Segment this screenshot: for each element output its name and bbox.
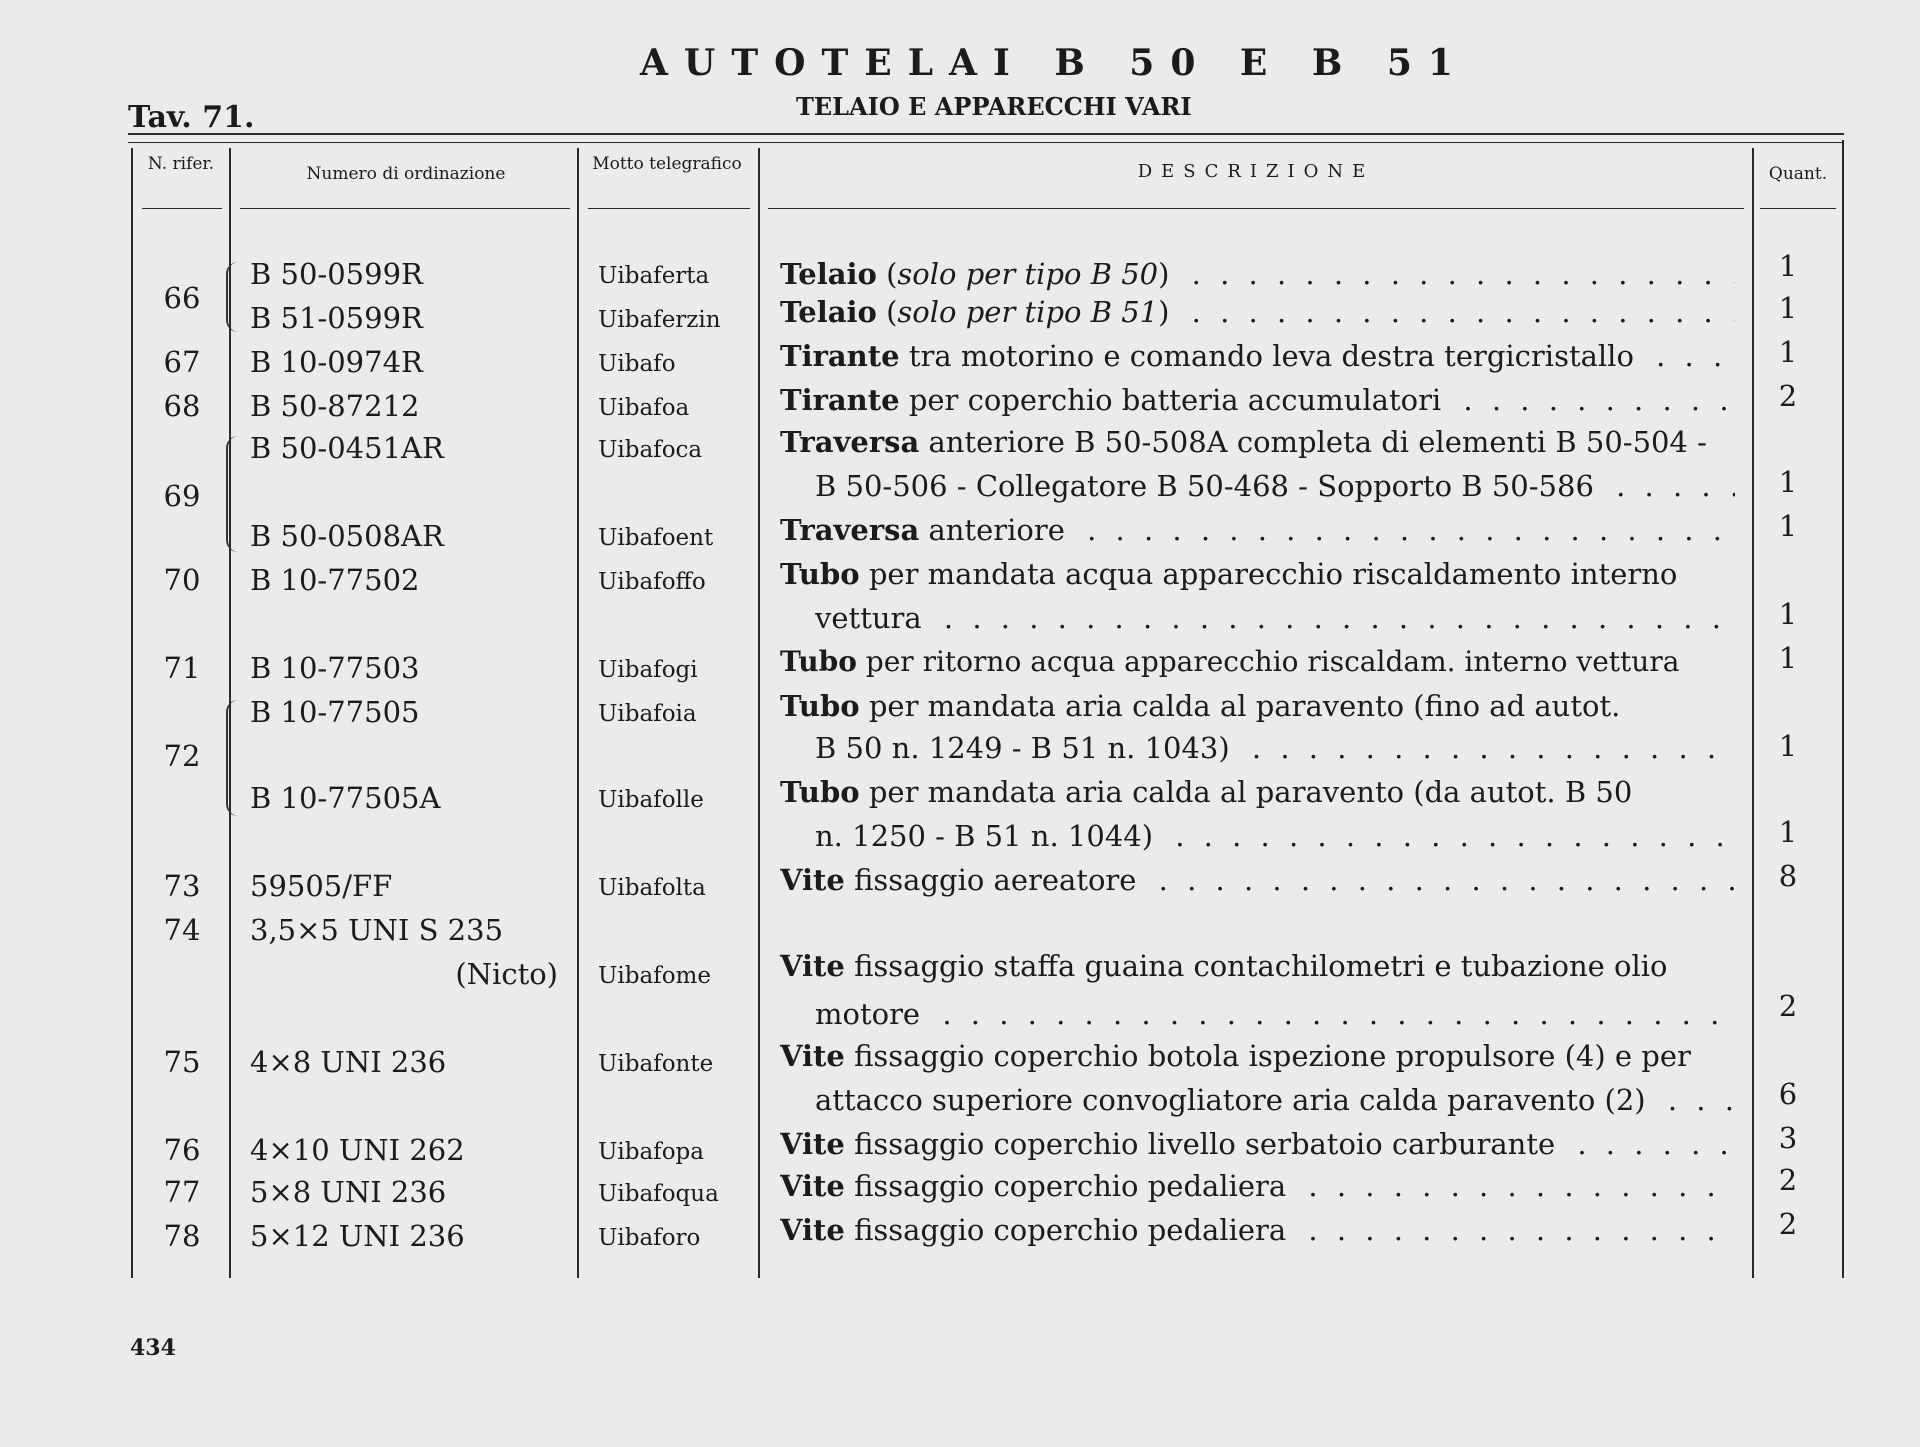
description-continuation xyxy=(815,994,1735,1034)
description xyxy=(780,642,1735,682)
quantity: 2 xyxy=(1778,1163,1798,1197)
column-divider xyxy=(1752,148,1754,1278)
description xyxy=(780,554,1735,594)
page-title: AUTOTELAI B 50 E B 51 xyxy=(640,42,1469,84)
description xyxy=(780,1166,1735,1206)
telegraphic-code: Uibafo xyxy=(598,351,676,377)
order-number: 4×10 UNI 262 xyxy=(250,1133,465,1167)
item-name: Tubo xyxy=(780,557,860,591)
page-subtitle: TELAIO E APPARECCHI VARI xyxy=(796,92,1192,121)
ref-number: 72 xyxy=(163,739,201,773)
text-part: fissaggio aereatore xyxy=(844,863,1137,897)
header-underline xyxy=(768,208,1744,209)
ref-number: 78 xyxy=(163,1219,201,1253)
description xyxy=(780,380,1735,420)
item-name: Traversa xyxy=(780,425,920,459)
column-header-motto: Motto telegrafico xyxy=(592,154,742,174)
text-part: n. 1250 - B 51 n. 1044) xyxy=(815,819,1154,853)
order-number: B 10-77505A xyxy=(250,781,441,815)
text-part: B 50-506 - Collegatore B 50-468 - Sopporto B 50-586 xyxy=(815,469,1594,503)
description xyxy=(780,292,1735,332)
item-name: Tubo xyxy=(780,775,860,809)
text-part: ( xyxy=(876,295,898,329)
text-part: fissaggio coperchio livello serbatoio carburante xyxy=(844,1127,1556,1161)
quantity: 1 xyxy=(1778,249,1798,283)
header-underline xyxy=(240,208,570,209)
telegraphic-code: Uibafoia xyxy=(598,701,697,727)
description-continuation xyxy=(815,466,1735,506)
item-name: Traversa xyxy=(780,513,920,547)
description-continuation xyxy=(815,598,1735,638)
ref-number: 71 xyxy=(163,651,201,685)
column-header-quantity: Quant. xyxy=(1768,164,1828,184)
text-part: ) xyxy=(1158,295,1170,329)
text-part: fissaggio staffa guaina contachilometri e tubazione olio xyxy=(844,949,1668,983)
table-border-left xyxy=(131,148,133,1278)
description xyxy=(780,946,1735,986)
header-rule xyxy=(128,133,1844,143)
order-number: 4×8 UNI 236 xyxy=(250,1045,447,1079)
text-part: ( xyxy=(876,257,898,291)
telegraphic-code: Uibafolle xyxy=(598,787,704,813)
column-divider xyxy=(758,148,760,1278)
quantity: 1 xyxy=(1778,291,1798,325)
telegraphic-code: Uibafoa xyxy=(598,395,690,421)
header-underline xyxy=(1760,208,1836,209)
telegraphic-code: Uibafoent xyxy=(598,525,714,551)
description-continuation xyxy=(815,1080,1735,1120)
description xyxy=(780,772,1735,812)
ref-number: 67 xyxy=(163,345,201,379)
description xyxy=(780,254,1735,294)
brace xyxy=(226,262,242,332)
telegraphic-code: Uibafome xyxy=(598,963,711,989)
text-part: per mandata acqua apparecchio riscaldamento interno xyxy=(859,557,1678,591)
text-part: fissaggio coperchio botola ispezione propulsore (4) e per xyxy=(844,1039,1691,1073)
quantity: 1 xyxy=(1778,597,1798,631)
order-number: 5×12 UNI 236 xyxy=(250,1219,465,1253)
ref-number: 68 xyxy=(163,389,201,423)
description xyxy=(780,686,1735,726)
table-border-right xyxy=(1842,140,1844,1278)
ref-number: 77 xyxy=(163,1175,201,1209)
column-header-order: Numero di ordinazione xyxy=(306,164,506,184)
telegraphic-code: Uibafogi xyxy=(598,657,698,683)
header-underline xyxy=(142,208,222,209)
text-part: attacco superiore convogliatore aria calda paravento (2) xyxy=(815,1083,1646,1117)
description xyxy=(780,860,1735,900)
telegraphic-code: Uibaferta xyxy=(598,263,710,289)
quantity: 1 xyxy=(1778,509,1798,543)
description xyxy=(780,336,1735,376)
header-underline xyxy=(588,208,750,209)
ref-number: 75 xyxy=(163,1045,201,1079)
brace xyxy=(226,436,242,552)
telegraphic-code: Uibafoqua xyxy=(598,1181,719,1207)
order-number: B 50-0508AR xyxy=(250,519,444,553)
order-number: B 10-77505 xyxy=(250,695,420,729)
item-name: Tirante xyxy=(780,339,900,373)
item-name: Vite xyxy=(780,1127,845,1161)
order-number: 3,5×5 UNI S 235 xyxy=(250,913,504,947)
quantity: 3 xyxy=(1778,1121,1798,1155)
item-name: Vite xyxy=(780,1213,845,1247)
quantity: 2 xyxy=(1778,989,1798,1023)
page-number: 434 xyxy=(130,1335,176,1361)
quantity: 1 xyxy=(1778,335,1798,369)
item-name: Vite xyxy=(780,1039,845,1073)
description xyxy=(780,1210,1735,1250)
quantity: 2 xyxy=(1778,379,1798,413)
quantity: 1 xyxy=(1778,729,1798,763)
text-part: per mandata aria calda al paravento (da autot. B 50 xyxy=(859,775,1633,809)
order-number: B 10-0974R xyxy=(250,345,423,379)
text-part: tra motorino e comando leva destra tergicristallo xyxy=(899,339,1634,373)
ref-number: 69 xyxy=(163,479,201,513)
text-part: ) xyxy=(1158,257,1170,291)
item-name: Vite xyxy=(780,1169,845,1203)
item-name: Vite xyxy=(780,949,845,983)
text-part: vettura xyxy=(815,601,922,635)
text-part: motore xyxy=(815,997,921,1031)
description-continuation xyxy=(815,728,1735,768)
item-name: Tubo xyxy=(780,645,857,678)
text-part: anteriore xyxy=(919,513,1065,547)
order-number-note: (Nicto) xyxy=(455,957,558,991)
order-number: B 10-77502 xyxy=(250,563,420,597)
text-part: anteriore B 50-508A completa di elementi B 50-504 - xyxy=(919,425,1707,459)
item-name: Telaio xyxy=(780,295,877,329)
text-part: per ritorno acqua apparecchio riscaldam. interno vettura xyxy=(856,645,1680,678)
description xyxy=(780,510,1735,550)
description xyxy=(780,1124,1735,1164)
ref-number: 66 xyxy=(163,281,201,315)
quantity: 1 xyxy=(1778,641,1798,675)
ref-number: 74 xyxy=(163,913,201,947)
text-part: B 50 n. 1249 - B 51 n. 1043) xyxy=(815,731,1230,765)
italic-note: solo per tipo B 51 xyxy=(897,295,1159,329)
column-header-description: DESCRIZIONE xyxy=(1137,161,1375,182)
quantity: 1 xyxy=(1778,815,1798,849)
telegraphic-code: Uibafoffo xyxy=(598,569,706,595)
column-header-ref: N. rifer. xyxy=(147,154,215,174)
description xyxy=(780,422,1735,462)
column-divider xyxy=(577,148,579,1278)
order-number: B 10-77503 xyxy=(250,651,420,685)
description xyxy=(780,1036,1735,1076)
telegraphic-code: Uibafoca xyxy=(598,437,703,463)
order-number: 59505/FF xyxy=(250,869,393,903)
item-name: Vite xyxy=(780,863,845,897)
order-number: B 50-0451AR xyxy=(250,431,444,465)
telegraphic-code: Uibaforo xyxy=(598,1225,701,1251)
brace xyxy=(226,700,242,816)
text-part: per coperchio batteria accumulatori xyxy=(899,383,1442,417)
quantity: 2 xyxy=(1778,1207,1798,1241)
order-number: 5×8 UNI 236 xyxy=(250,1175,447,1209)
item-name: Tirante xyxy=(780,383,900,417)
quantity: 6 xyxy=(1778,1077,1798,1111)
telegraphic-code: Uibafonte xyxy=(598,1051,714,1077)
order-number: B 51-0599R xyxy=(250,301,423,335)
telegraphic-code: Uibaferzin xyxy=(598,307,721,333)
description-continuation xyxy=(815,816,1735,856)
ref-number: 76 xyxy=(163,1133,201,1167)
ref-number: 70 xyxy=(163,563,201,597)
item-name: Telaio xyxy=(780,257,877,291)
text-part: fissaggio coperchio pedaliera xyxy=(844,1169,1287,1203)
quantity: 1 xyxy=(1778,465,1798,499)
quantity: 8 xyxy=(1778,859,1798,893)
item-name: Tubo xyxy=(780,689,860,723)
ref-number: 73 xyxy=(163,869,201,903)
order-number: B 50-87212 xyxy=(250,389,420,423)
telegraphic-code: Uibafolta xyxy=(598,875,706,901)
text-part: per mandata aria calda al paravento (fino ad autot. xyxy=(859,689,1621,723)
order-number: B 50-0599R xyxy=(250,257,423,291)
text-part: fissaggio coperchio pedaliera xyxy=(844,1213,1287,1247)
telegraphic-code: Uibafopa xyxy=(598,1139,704,1165)
table-reference: Tav. 71. xyxy=(128,100,255,135)
italic-note: solo per tipo B 50 xyxy=(897,257,1159,291)
